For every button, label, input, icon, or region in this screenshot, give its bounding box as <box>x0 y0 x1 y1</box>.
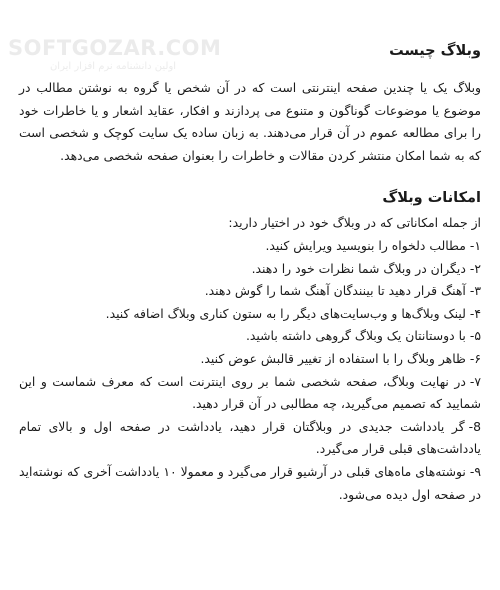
item-text: در نهایت وبلاگ، صفحه شخصی شما بر روی اینترنت است که معرف شماست و این شمایید که تصمیم می‌گیرید، چه مطالبی در آن قرار دهید. <box>19 373 481 412</box>
item-number: ۹- <box>469 463 481 479</box>
intro-paragraph: وبلاگ یک یا چندین صفحه اینترنتی است که در آن شخص یا گروه به نوشتن مطالب در موضوع یا موضوعات گوناگون و متنوع می پردازند و افکار، عقاید اشعار و یا خاطرات خود را برای مطالعه عموم در آن قرار می‌دهند. به زبان ساده یک سایت کوچک و شخصی است که به شما امکان منتشر کردن مقالات و خاطرات را بعنوان صفحه شخصی می‌دهد. <box>19 80 481 163</box>
section-title-what-is-blog: وبلاگ چیست <box>389 43 481 59</box>
list-item <box>19 235 481 258</box>
item-number: ۶- <box>469 350 481 366</box>
item-text: ظاهر وبلاگ را با استفاده از تغییر قالبش عوض کنید. <box>200 350 466 366</box>
watermark-tagline: اولین دانشنامه نرم افزار ایران <box>49 61 177 72</box>
list-item <box>19 416 481 461</box>
item-number: ۱- <box>469 237 481 253</box>
list-item <box>19 461 481 506</box>
features-list <box>19 235 481 506</box>
item-text: آهنگ قرار دهید تا بینندگان آهنگ شما را گوش دهند. <box>204 283 466 299</box>
list-item <box>19 348 481 371</box>
item-number: ۷- <box>469 373 481 389</box>
list-item <box>19 258 481 281</box>
list-item <box>19 303 481 326</box>
item-text: لینک وبلاگ‌ها و وب‌سایت‌های دیگر را به ستون کناری وبلاگ اضافه کنید. <box>105 305 466 321</box>
item-text: با دوستانتان یک وبلاگ گروهی داشته باشید. <box>245 328 466 344</box>
watermark-brand: SOFTGOZAR.COM <box>8 36 222 60</box>
item-number: ۳- <box>469 283 481 299</box>
features-lead: از جمله امکاناتی که در وبلاگ خود در اختیار دارید: <box>228 215 481 231</box>
item-number: ۴- <box>469 305 481 321</box>
item-number: 8- <box>468 418 481 434</box>
item-text: گر یادداشت جدیدی در وبلاگتان قرار دهید، یادداشت در صفحه اول و بالای تمام یادداشت‌های قبلی قرار می‌گیرد. <box>19 418 481 457</box>
section-title-blog-features: امکانات وبلاگ <box>382 190 481 207</box>
item-text: مطالب دلخواه را بنویسید ویرایش کنید. <box>265 237 466 253</box>
list-item <box>19 325 481 348</box>
item-text: نوشته‌های ماه‌های قبلی در آرشیو قرار می‌گیرد و معمولا ۱۰ یادداشت آخری که نوشته‌اید در صفحه اول دیده می‌شود. <box>19 463 481 502</box>
item-text: دیگران در وبلاگ شما نظرات خود را دهند. <box>251 260 466 276</box>
item-number: ۲- <box>469 260 481 276</box>
list-item <box>19 280 481 303</box>
list-item <box>19 371 481 416</box>
item-number: ۵- <box>469 328 481 344</box>
